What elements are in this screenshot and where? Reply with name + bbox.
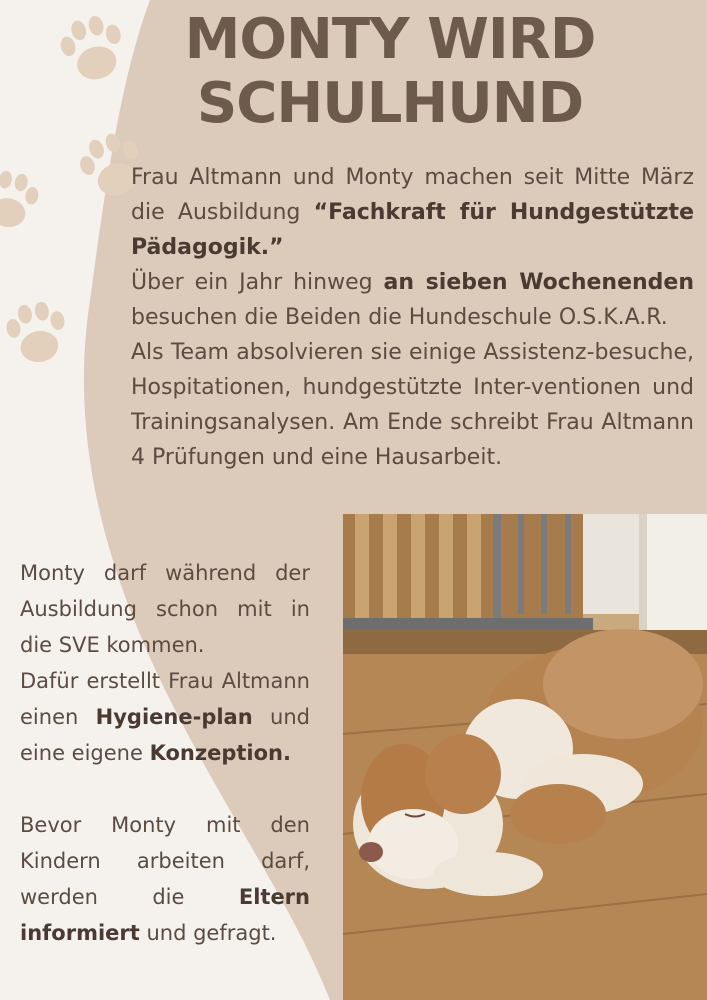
title-line-1: MONTY WIRD (184, 7, 596, 72)
side-p2-text-a: Dafür erstellt Frau Altmann einen (20, 669, 310, 729)
intro-paragraph-3: Als Team absolvieren sie einige Assistenz-besuche, Hospitationen, hundgestützte Inter-ventionen und Trainingsanalysen. Am Ende schreibt Frau Altmann 4 Prüfungen und eine Hausarbeit. (131, 340, 694, 470)
intro-text (131, 160, 694, 475)
dog-photo (343, 514, 707, 1000)
intro-p2-text-c: besuchen die Beiden die Hundeschule O.S.K.A.R. (131, 305, 668, 330)
paw-print-icon (48, 4, 138, 94)
dog-photo-illustration (343, 514, 707, 1000)
side-paragraph-3 (20, 807, 310, 951)
side-p2-text-c: und eine eigene (20, 705, 310, 765)
intro-p2-bold: an sieben Wochenenden (383, 270, 694, 295)
intro-p1-bold: “Fachkraft für Hundgestützte Pädagogik.” (131, 200, 694, 260)
side-p3-text-c: und gefragt. (139, 921, 277, 945)
paw-print-icon (0, 290, 80, 376)
paw-print-icon (0, 160, 50, 240)
intro-p2-text-a: Über ein Jahr hinweg (131, 270, 384, 295)
intro-paragraph-1 (131, 160, 694, 265)
intro-p1-text: Frau Altmann und Monty machen seit Mitte März die Ausbildung (131, 165, 694, 225)
paragraph-spacer (20, 771, 310, 807)
side-p2-bold-d: Konzeption. (149, 741, 291, 765)
side-text (20, 555, 310, 951)
side-p2-bold-b: Hygiene-plan (95, 705, 253, 729)
side-p3-text-a: Bevor Monty mit den Kindern arbeiten darf, werden die (20, 813, 310, 909)
intro-paragraph-2 (131, 265, 694, 335)
page-title (150, 8, 630, 136)
title-line-2: SCHULHUND (196, 71, 584, 136)
side-paragraph-2 (20, 663, 310, 771)
side-p3-bold: Eltern informiert (20, 885, 310, 945)
side-paragraph-1: Monty darf während der Ausbildung schon mit in die SVE kommen. (20, 561, 310, 657)
